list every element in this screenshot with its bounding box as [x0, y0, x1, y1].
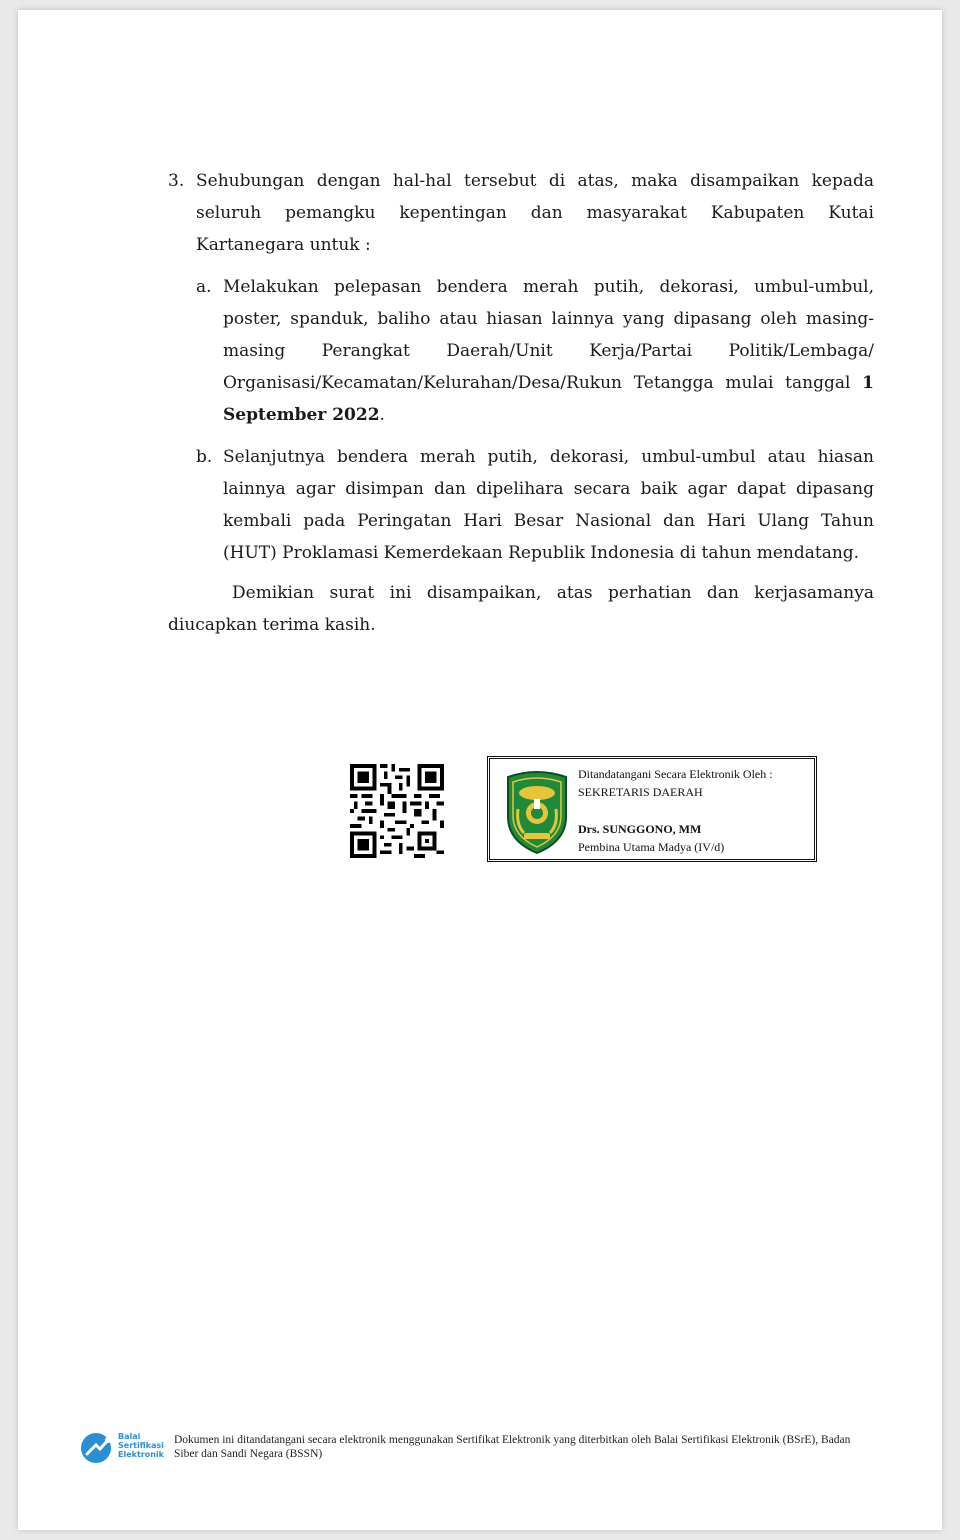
item-3 — [168, 165, 874, 261]
document-page — [18, 10, 942, 1530]
signer-rank: Pembina Utama Madya (IV/d) — [578, 840, 725, 854]
signer-name: Drs. SUNGGONO, MM — [578, 822, 702, 836]
bsre-logo-line: Elektronik — [118, 1450, 164, 1459]
subitem-a-body: Melakukan pelepasan bendera merah putih, dekorasi, umbul-umbul, poster, spanduk, baliho atau hiasan lainnya yang dipasang oleh masing-masing Perangkat Daerah/Unit Kerja/Partai Politik/Lembaga/ Organisasi/Kecamatan/Kelurahan/Desa/Rukun Tetangga mulai tanggal — [223, 277, 874, 393]
bsre-logo-text — [118, 1432, 176, 1459]
bsre-logo-icon — [78, 1430, 118, 1466]
kutai-kartanegara-emblem-icon — [502, 769, 572, 855]
letter-body — [168, 165, 874, 641]
subitem-b-text: Selanjutnya bendera merah putih, dekorasi, umbul-umbul atau hiasan lainnya agar disimpan dan dipelihara secara baik agar dapat dipasang kembali pada Peringatan Hari Besar Nasional dan Hari Ulang Tahun (HUT) Proklamasi Kemerdekaan Republik Indonesia di tahun mendatang. — [223, 447, 874, 563]
subitem-a-text — [223, 271, 874, 431]
closing-paragraph: Demikian surat ini disampaikan, atas perhatian dan kerjasamanya diucapkan terima kasih. — [168, 583, 874, 635]
bsre-logo-line: Sertifikasi — [118, 1441, 164, 1450]
subitem-b — [196, 441, 874, 569]
e-signature-box — [487, 756, 817, 862]
signed-by-label: Ditandatangani Secara Elektronik Oleh : — [578, 767, 773, 781]
item-number: 3. — [168, 171, 185, 191]
subitem-a — [196, 271, 874, 431]
bsre-logo-line: Balai — [118, 1432, 141, 1441]
signature-details — [578, 765, 813, 856]
item-3-text: Sehubungan dengan hal-hal tersebut di atas, maka disampaikan kepada seluruh pemangku kepentingan dan masyarakat Kabupaten Kutai Kartanegara untuk : — [196, 171, 874, 255]
start-date: 1 September 2022 — [223, 373, 874, 425]
subitem-a-end: . — [379, 405, 385, 425]
subitem-letter: b. — [196, 447, 213, 467]
signer-position: SEKRETARIS DAERAH — [578, 785, 703, 799]
qr-code — [350, 764, 444, 858]
subitem-letter: a. — [196, 277, 212, 297]
page-footer — [78, 1430, 878, 1470]
footer-disclaimer: Dokumen ini ditandatangani secara elektronik menggunakan Sertifikat Elektronik yang diterbitkan oleh Balai Sertifikasi Elektronik (BSrE), Badan Siber dan Sandi Negara (BSSN) — [174, 1434, 851, 1460]
